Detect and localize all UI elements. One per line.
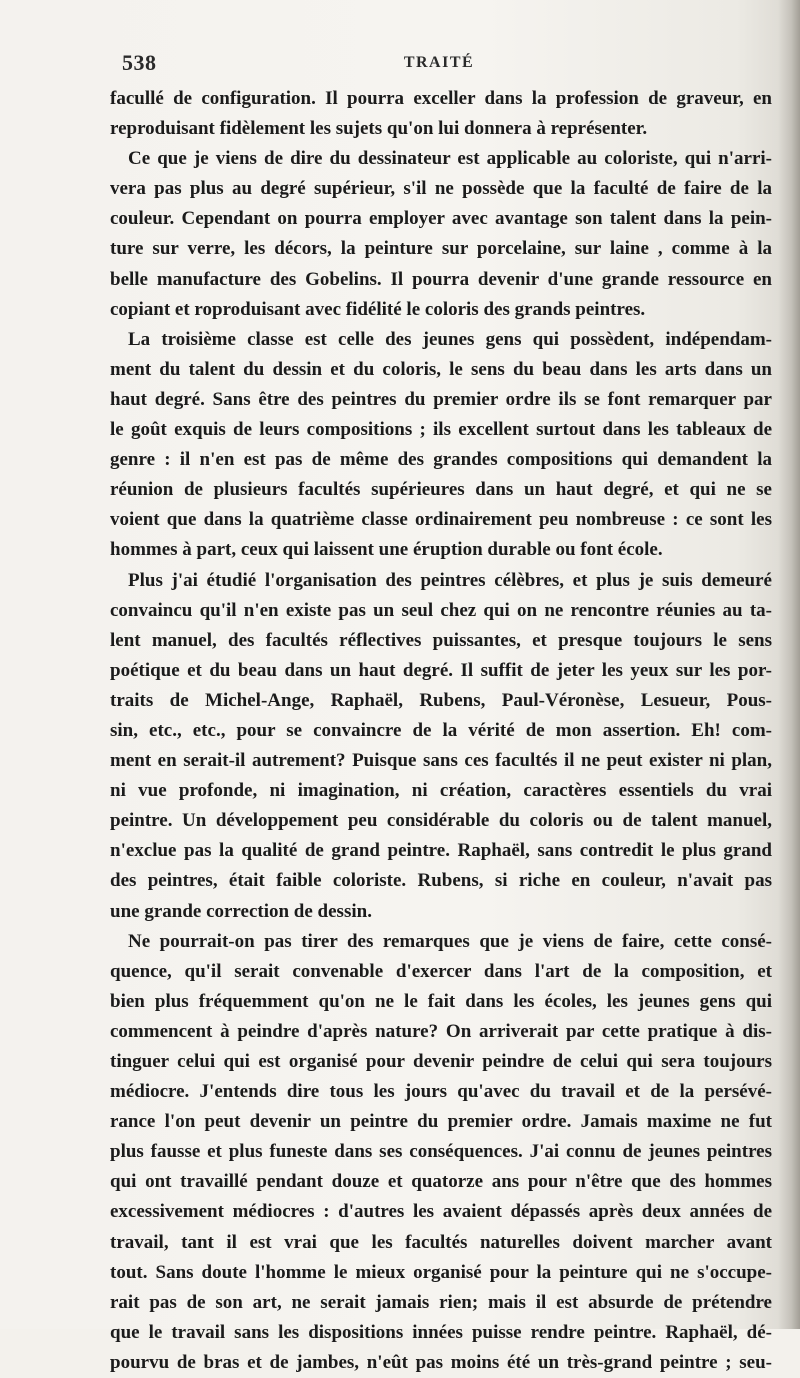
text-line: n'exclue pas la qualité de grand peintre. Raphaël, sans contredit le plus grand [110, 840, 772, 862]
text-line: lent manuel, des facultés réflectives puissantes, et presque toujours le sens [110, 629, 772, 651]
text-line: haut degré. Sans être des peintres du premier ordre ils se font remarquer par [110, 388, 772, 410]
text-line: réunion de plusieurs facultés supérieures dans un haut degré, et qui ne se [110, 479, 772, 501]
text-line: que le travail sans les dispositions innées puisse rendre peintre. Raphaël, dé- [110, 1321, 772, 1343]
text-line: peintre. Un développement peu considérable du coloris ou de talent manuel, [110, 810, 772, 832]
text-line: genre : il n'en est pas de même des grandes compositions qui demandent la [110, 449, 772, 471]
text-line: une grande correction de dessin. [110, 900, 372, 922]
text-line: le goût exquis de leurs compositions ; ils excellent surtout dans les tableaux de [110, 419, 772, 441]
text-line: ture sur verre, les décors, la peinture sur porcelaine, sur laine , comme à la [110, 238, 772, 260]
text-line: des peintres, était faible coloriste. Rubens, si riche en couleur, n'avait pas [110, 870, 772, 892]
text-line: sin, etc., etc., pour se convaincre de la vérité de mon assertion. Eh! com- [110, 719, 772, 741]
text-line: Plus j'ai étudié l'organisation des peintres célèbres, et plus je suis demeuré [128, 569, 772, 591]
text-line: convaincu qu'il n'en existe pas un seul chez qui on ne rencontre réunies au ta- [110, 599, 772, 621]
text-line: tout. Sans doute l'homme le mieux organisé pour la peinture qui ne s'occupe- [110, 1261, 772, 1283]
text-line: ni vue profonde, ni imagination, ni création, caractères essentiels du vrai [110, 780, 772, 802]
text-line: Ne pourrait-on pas tirer des remarques que je viens de faire, cette consé- [128, 930, 772, 952]
text-line: bien plus fréquemment qu'on ne le fait dans les écoles, les jeunes gens qui [110, 990, 772, 1012]
text-line: Ce que je viens de dire du dessinateur est applicable au coloriste, qui n'arri- [128, 148, 772, 170]
text-line: qui ont travaillé pendant douze et quatorze ans pour n'être que des hommes [110, 1171, 772, 1193]
text-line: voient que dans la quatrième classe ordinairement peu nombreuse : ce sont les [110, 509, 772, 531]
page-edge-shadow [778, 0, 800, 1329]
page-number: 538 [122, 50, 157, 75]
text-line: tinguer celui qui est organisé pour devenir peindre de celui qui sera toujours [110, 1051, 772, 1072]
text-line: traits de Michel-Ange, Raphaël, Rubens, Paul-Véronèse, Lesueur, Pous- [110, 689, 772, 711]
text-line: pourvu de bras et de jambes, n'eût pas moins été un très-grand peintre ; seu- [110, 1351, 772, 1373]
text-line: ment du talent du dessin et du coloris, le sens du beau dans les arts dans un [110, 358, 772, 380]
text-line: copiant et roproduisant avec fidélité le coloris des grands peintres. [110, 298, 646, 320]
text-line: facullé de configuration. Il pourra exceller dans la profession de graveur, en [110, 88, 772, 109]
page-header [108, 50, 770, 80]
text-line: rance l'on peut devenir un peintre du premier ordre. Jamais maxime ne fut [110, 1111, 772, 1133]
text-line: médiocre. J'entends dire tous les jours qu'avec du travail et de la persévé- [110, 1081, 772, 1103]
text-line: couleur. Cependant on pourra employer avec avantage son talent dans la pein- [110, 208, 772, 230]
text-line: excessivement médiocres : d'autres les avaient dépassés après deux années de [110, 1201, 772, 1223]
text-line: rait pas de son art, ne serait jamais rien; mais il est absurde de prétendre [110, 1291, 772, 1313]
text-line: La troisième classe est celle des jeunes gens qui possèdent, indépendam- [128, 328, 772, 350]
text-line: belle manufacture des Gobelins. Il pourra devenir d'une grande ressource en [110, 268, 772, 290]
text-line: ment en serait-il autrement? Puisque sans ces facultés il ne peut exister ni plan, [110, 750, 772, 772]
running-title: TRAITÉ [403, 54, 475, 71]
text-line: poétique et du beau dans un haut degré. Il suffit de jeter les yeux sur les por- [110, 659, 772, 681]
text-line: plus fausse et plus funeste dans ses conséquences. J'ai connu de jeunes peintres [110, 1141, 772, 1163]
text-line: reproduisant fidèlement les sujets qu'on lui donnera à représenter. [110, 118, 648, 140]
text-line: hommes à part, ceux qui laissent une éruption durable ou font école. [110, 539, 663, 561]
body-text [110, 84, 772, 1378]
text-line: vera pas plus au degré supérieur, s'il ne possède que la faculté de faire de la [110, 178, 772, 200]
text-line: travail, tant il est vrai que les facultés naturelles doivent marcher avant [110, 1231, 772, 1253]
text-line: commencent à peindre d'après nature? On arriverait par cette pratique à dis- [110, 1020, 772, 1042]
text-line: quence, qu'il serait convenable d'exercer dans l'art de la composition, et [110, 960, 772, 982]
